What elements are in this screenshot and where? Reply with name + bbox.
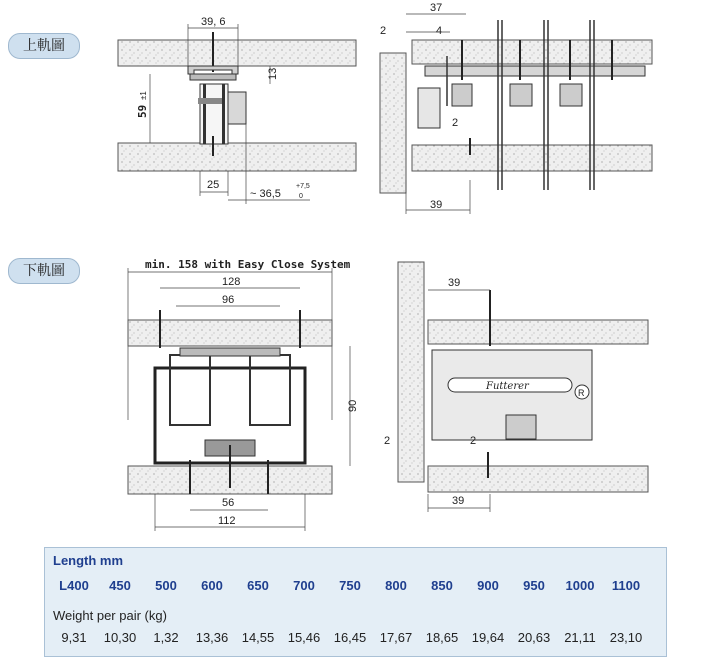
dim-37: 37 [430, 2, 443, 14]
weight-cell: 21,11 [564, 630, 596, 645]
ceiling-slab-lower [128, 320, 332, 346]
dim-bottom-width: 25 [207, 179, 220, 191]
lower-right-drawing [384, 262, 648, 512]
svg-text:R: R [578, 388, 585, 398]
dim-90: 90 [347, 399, 359, 412]
top-rail-profile [188, 66, 238, 74]
upper-right-drawing [380, 2, 652, 214]
dim-4: 4 [436, 25, 443, 37]
weight-cell: 23,10 [609, 630, 643, 645]
length-cell: 650 [247, 578, 269, 593]
dim-39: 39 [430, 199, 443, 211]
side-wall-lower [398, 262, 424, 482]
dim-2a: 2 [380, 25, 387, 37]
length-cell: 900 [477, 578, 499, 593]
spec-table [44, 547, 667, 657]
weight-cell: 10,30 [103, 630, 137, 645]
dim-offset-tol-lower: 0 [299, 193, 303, 200]
length-row [51, 578, 649, 593]
length-cell: 1000 [565, 578, 595, 593]
length-cell: 500 [155, 578, 177, 593]
ceiling-slab [118, 40, 356, 66]
length-title: Length mm [53, 553, 124, 568]
dim-39b: 39 [452, 495, 465, 507]
length-cell: 750 [339, 578, 361, 593]
weight-cell: 9,31 [61, 630, 87, 645]
weight-cell: 19,64 [471, 630, 505, 645]
dim-2b-lower: 2 [470, 435, 477, 447]
weight-title: Weight per pair (kg) [53, 608, 167, 623]
floor-slab-lower-right [428, 466, 648, 492]
dim-96: 96 [222, 294, 235, 306]
length-cell: L400 [59, 578, 89, 593]
dim-2a-lower: 2 [384, 435, 391, 447]
dim-128: 128 [222, 276, 241, 288]
dim-gap: 13 [267, 67, 279, 80]
length-cell: 600 [201, 578, 223, 593]
dim-height: 59 [136, 104, 149, 118]
weight-cell: 15,46 [287, 630, 321, 645]
weight-cell: 13,36 [195, 630, 229, 645]
dim-56: 56 [222, 497, 235, 509]
length-cell: 800 [385, 578, 407, 593]
ceiling-slab-lower-right [428, 320, 648, 344]
length-cell: 450 [109, 578, 131, 593]
dim-39a: 39 [448, 277, 461, 289]
length-cell: 1100 [611, 578, 641, 593]
dim-112: 112 [218, 515, 236, 527]
brand-logo: Futterer [486, 381, 529, 392]
length-cell: 700 [293, 578, 315, 593]
dim-offset: ~ 36,5 [250, 188, 281, 200]
dim-2b: 2 [452, 117, 459, 129]
dim-offset-tol-upper: +7,5 [296, 183, 310, 190]
upper-rail-label: 上軌圖 [8, 33, 80, 59]
weight-cell: 20,63 [517, 630, 551, 645]
lower-left-drawing [128, 258, 359, 531]
weight-cell: 16,45 [333, 630, 367, 645]
side-wall [380, 53, 406, 193]
weight-cell: 18,65 [425, 630, 459, 645]
upper-left-drawing [118, 16, 356, 204]
length-cell: 850 [431, 578, 453, 593]
min-note: min. 158 with Easy Close System [145, 258, 351, 271]
ceiling-slab-right [412, 40, 652, 64]
floor-slab-right [412, 145, 652, 171]
dim-top-width: 39, 6 [201, 16, 226, 28]
length-cell: 950 [523, 578, 545, 593]
weight-row [51, 630, 649, 645]
weight-cell: 17,67 [379, 630, 413, 645]
dim-height-tol: ±1 [139, 91, 148, 100]
floor-slab [118, 143, 356, 171]
weight-cell: 1,32 [153, 630, 179, 645]
lower-rail-label: 下軌圖 [8, 258, 80, 284]
weight-cell: 14,55 [241, 630, 275, 645]
